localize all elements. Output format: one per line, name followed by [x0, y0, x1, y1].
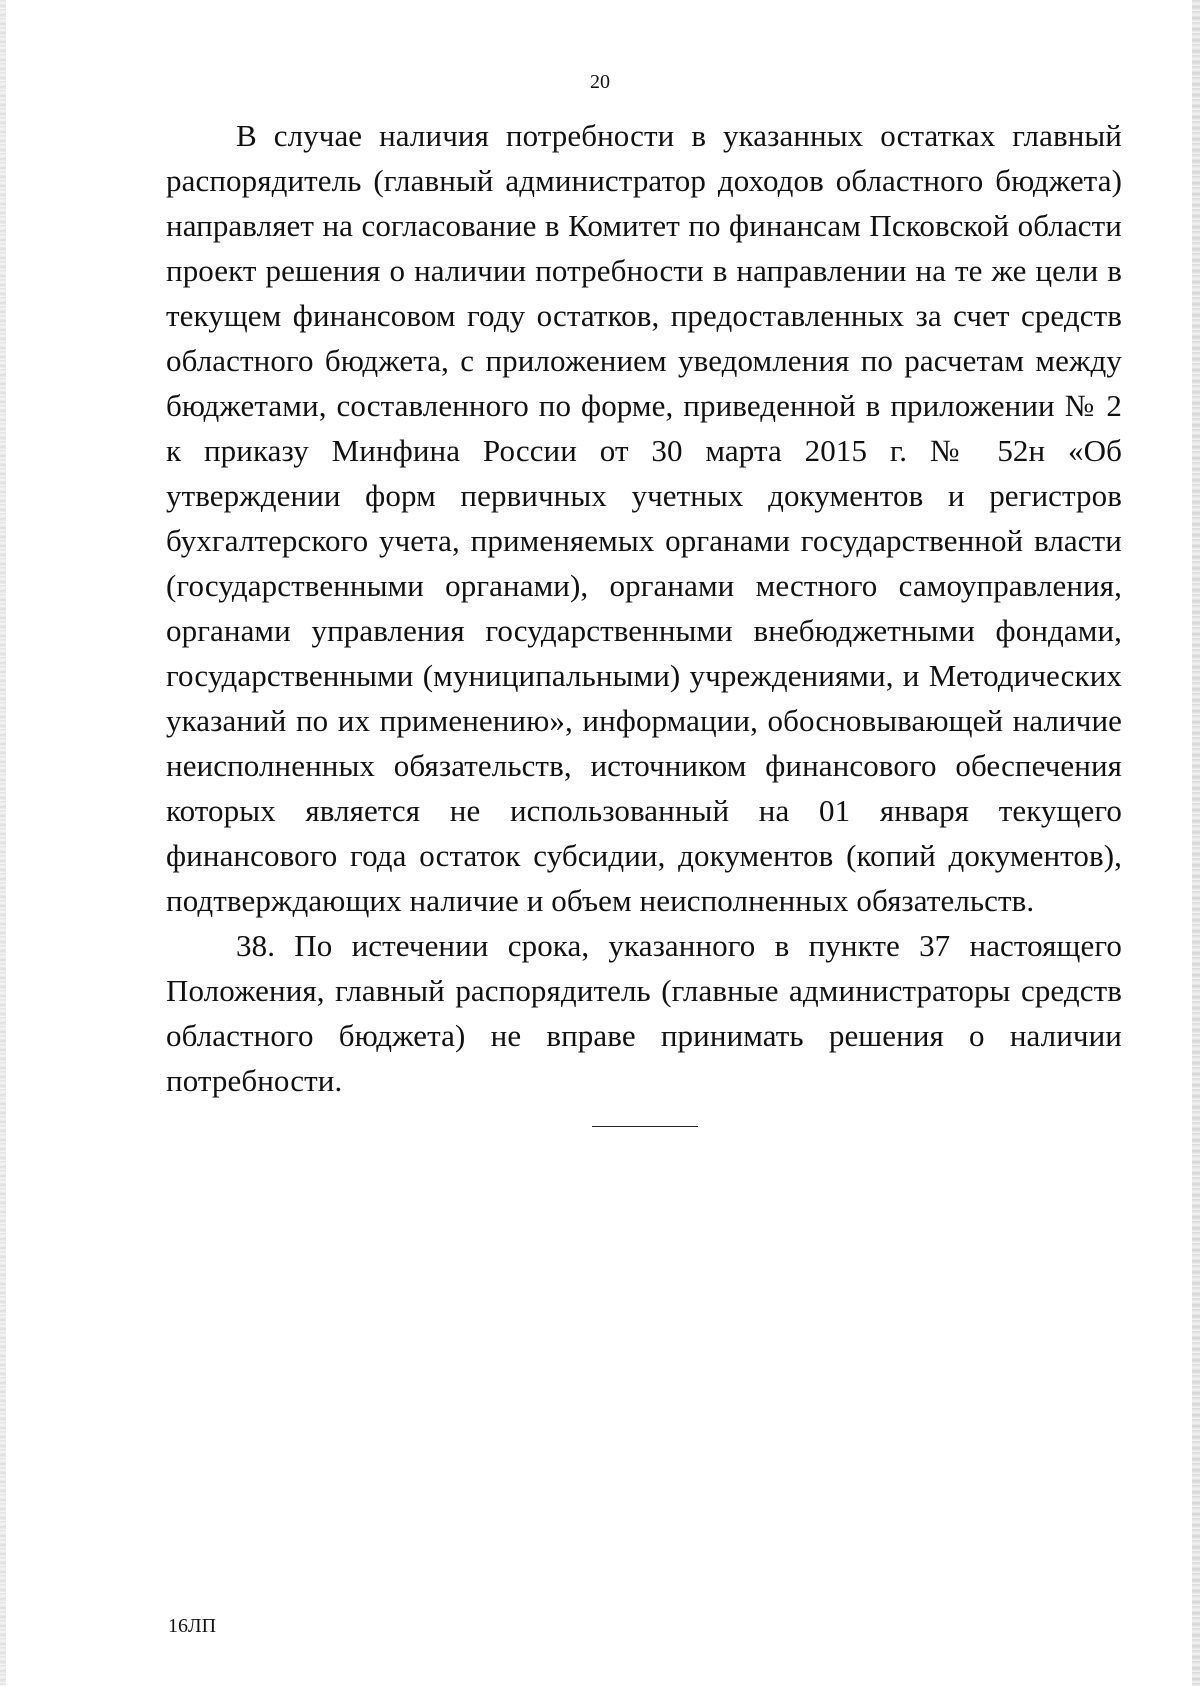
- scan-edge-left: [0, 0, 6, 1686]
- footer-code: 16ЛП: [168, 1615, 217, 1637]
- scan-edge-right: [1192, 0, 1200, 1686]
- paragraph-remaining-funds: В случае наличия потребности в указанных остатках главный распорядитель (главный администратор доходов областного бюджета) направляет на согласование в Комитет по финансам Псковской области проект решения о наличии потребности в направлении на те же цели в текущем финансовом году остатков, предоставленных за счет средств областного бюджета, с приложением уведомления по расчетам между бюджетами, составленного по форме, приведенной в приложении № 2 к приказу Минфина России от 30 марта 2015 г. № 52н «Об утверждении форм первичных учетных документов и регистров бухгалтерского учета, применяемых органами государственной власти (государственными органами), органами местного самоуправления, органами управления государственными внебюджетными фондами, государственными (муниципальными) учреждениями, и Методических указаний по их применению», информации, обосновывающей наличие неисполненных обязательств, источником финансового обеспечения которых является не использованный на 01 января текущего финансового года остаток субсидии, документов (копий документов), подтверждающих наличие и объем неисполненных обязательств.: [166, 118, 1122, 918]
- document-body: [166, 113, 1122, 1103]
- paragraph-38: 38. По истечении срока, указанного в пункте 37 настоящего Положения, главный распорядитель (главные администраторы средств областного бюджета) не вправе принимать решения о наличии потребности.: [166, 928, 1122, 1098]
- page-number: 20: [590, 71, 610, 93]
- end-of-text-rule: [592, 1126, 698, 1127]
